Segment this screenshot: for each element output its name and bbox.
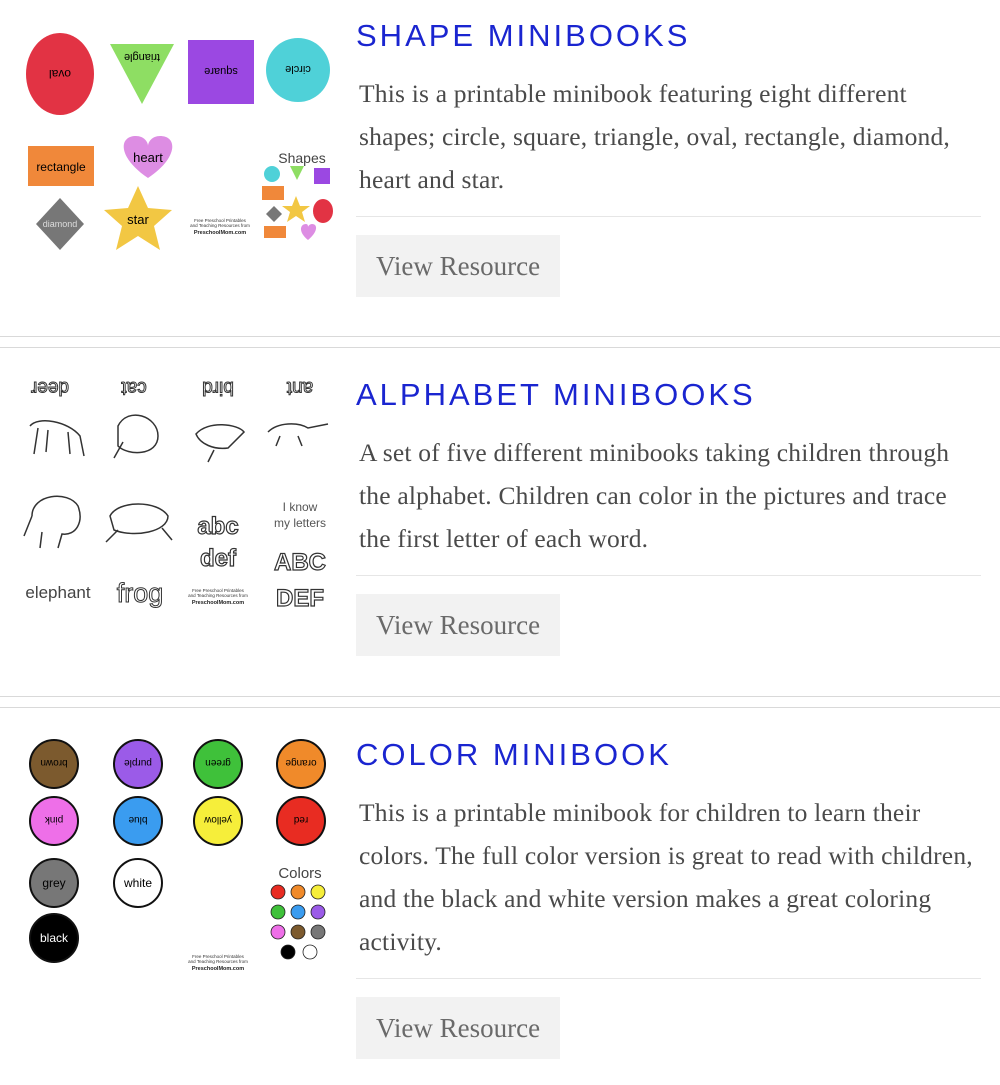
- svg-text:Colors: Colors: [278, 865, 322, 882]
- svg-text:ABC: ABC: [274, 549, 326, 576]
- svg-text:pink: pink: [44, 814, 64, 825]
- svg-text:PreschoolMom.com: PreschoolMom.com: [193, 230, 247, 236]
- svg-text:yellow: yellow: [204, 814, 232, 825]
- view-resource-button[interactable]: View Resource: [356, 594, 560, 656]
- resource-title[interactable]: ALPHABET MINIBOOKS: [356, 377, 756, 412]
- alphabet-minibook-thumbnail[interactable]: [18, 366, 340, 666]
- color-minibook-thumbnail[interactable]: [18, 726, 340, 1026]
- divider: [356, 216, 981, 217]
- svg-text:orange: orange: [285, 757, 317, 768]
- resource-title[interactable]: SHAPE MINIBOOKS: [356, 18, 691, 53]
- svg-text:red: red: [293, 814, 309, 825]
- svg-text:triangle: triangle: [123, 51, 161, 63]
- svg-text:deer: deer: [30, 377, 70, 398]
- color-minibook-content: [356, 736, 981, 1059]
- alphabet-minibook-content: [356, 376, 981, 656]
- divider: [356, 575, 981, 576]
- svg-text:white: white: [123, 876, 153, 890]
- resource-card-colors: [0, 707, 1000, 1085]
- shape-minibook-content: [356, 17, 981, 297]
- svg-text:green: green: [205, 757, 231, 768]
- svg-text:blue: blue: [128, 814, 148, 825]
- resource-description: A set of five different minibooks taking children through the alphabet. Children can color in the pictures and trace the first letter of each word.: [359, 438, 950, 553]
- svg-text:and Teaching Resources from: and Teaching Resources from: [188, 593, 248, 598]
- svg-text:my letters: my letters: [273, 516, 327, 530]
- svg-text:grey: grey: [42, 876, 66, 890]
- alphabet-minibook-image: [18, 366, 340, 666]
- svg-text:DEF: DEF: [276, 585, 324, 612]
- svg-text:def: def: [200, 545, 236, 572]
- svg-text:black: black: [39, 931, 69, 945]
- svg-text:bird: bird: [202, 377, 234, 398]
- svg-text:heart: heart: [133, 150, 163, 165]
- resource-card-alphabet: [0, 347, 1000, 697]
- svg-text:and Teaching Resources from: and Teaching Resources from: [190, 223, 250, 228]
- svg-text:PreschoolMom.com: PreschoolMom.com: [191, 600, 245, 606]
- svg-text:and Teaching Resources from: and Teaching Resources from: [188, 959, 248, 964]
- divider: [356, 978, 981, 979]
- svg-text:PreschoolMom.com: PreschoolMom.com: [191, 966, 245, 972]
- view-resource-button[interactable]: View Resource: [356, 997, 560, 1059]
- svg-text:rectangle: rectangle: [36, 160, 86, 174]
- resource-description: This is a printable minibook for children to learn their colors. The full color version is great to read with children, and the black and white version makes a great coloring activity.: [359, 798, 973, 956]
- resource-description: This is a printable minibook featuring eight different shapes; circle, square, triangle, oval, rectangle, diamond, heart and star.: [359, 79, 950, 194]
- svg-text:diamond: diamond: [42, 219, 78, 229]
- resource-card-shapes: [0, 0, 1000, 337]
- svg-text:circle: circle: [285, 63, 311, 75]
- svg-text:frog: frog: [116, 578, 164, 608]
- svg-text:I know: I know: [282, 500, 318, 514]
- svg-text:abc: abc: [197, 513, 239, 540]
- shape-minibook-image: [18, 18, 340, 318]
- shape-minibook-thumbnail[interactable]: [18, 18, 340, 318]
- svg-text:brown: brown: [40, 757, 68, 768]
- svg-text:Shapes: Shapes: [278, 150, 326, 166]
- svg-text:Free Preschool Printables: Free Preschool Printables: [192, 588, 244, 593]
- color-minibook-image: [18, 726, 340, 1026]
- resource-title[interactable]: COLOR MINIBOOK: [356, 737, 672, 772]
- svg-text:purple: purple: [124, 757, 152, 768]
- svg-text:elephant: elephant: [25, 583, 91, 602]
- svg-text:star: star: [127, 212, 149, 227]
- svg-text:oval: oval: [48, 67, 72, 81]
- svg-text:Free Preschool Printables: Free Preschool Printables: [192, 954, 244, 959]
- svg-text:square: square: [204, 65, 238, 77]
- view-resource-button[interactable]: View Resource: [356, 235, 560, 297]
- svg-text:Free Preschool Printables: Free Preschool Printables: [194, 218, 246, 223]
- svg-text:ant: ant: [286, 377, 314, 398]
- svg-text:cat: cat: [121, 377, 147, 398]
